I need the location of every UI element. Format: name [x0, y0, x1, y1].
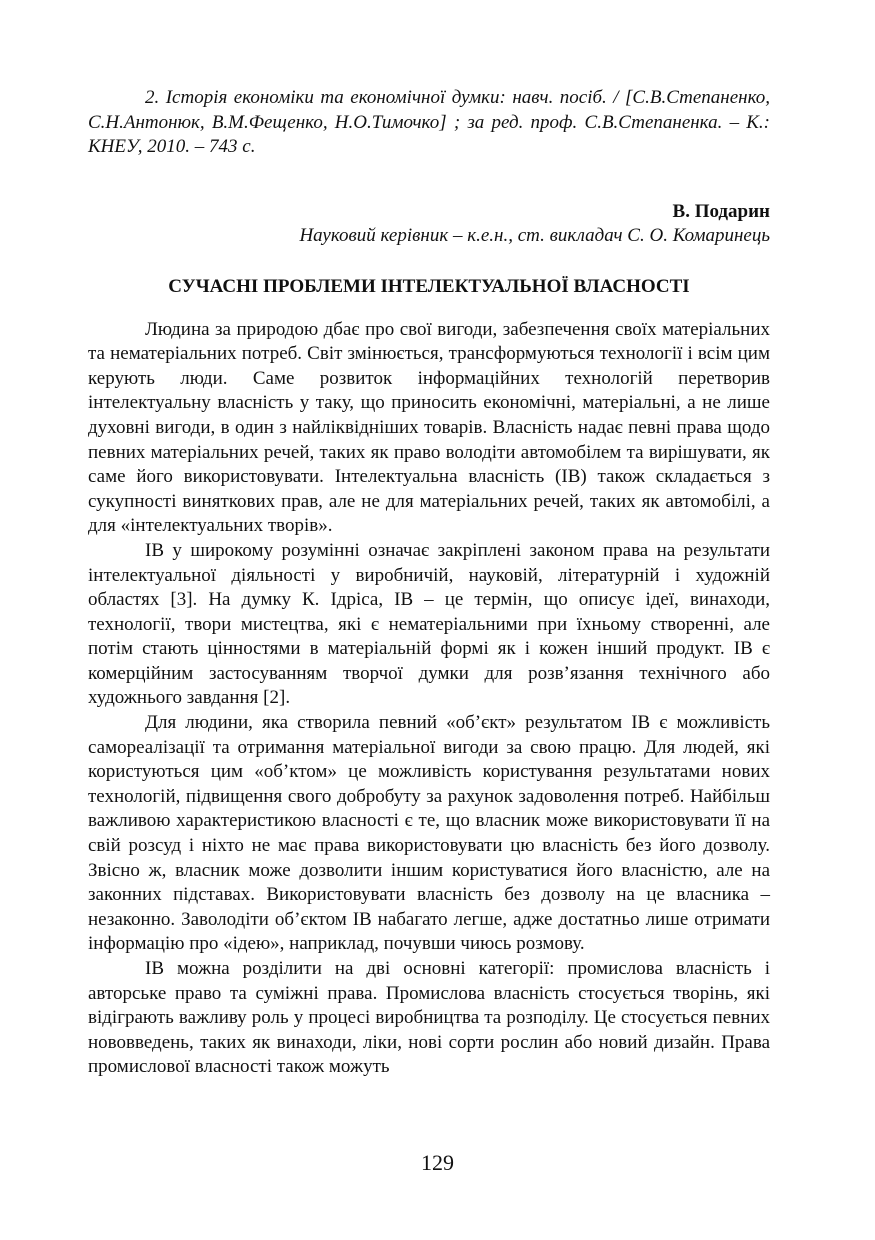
- author-name: В. Подарин: [672, 200, 770, 222]
- page-content: [88, 86, 770, 1080]
- author-block: [88, 200, 770, 249]
- page-number: 129: [421, 1150, 454, 1175]
- paragraph: Для людини, яка створила певний «об’єкт» результатом ІВ є можливість самореалізації та отримання матеріальної вигоди за свою працю. Для людей, які користуються цим «об’ктом» це можливість користування результатами нових технологій, підвищення свого добробуту за рахунок задоволення потреб. Найбільш важливою характеристикою власності є те, що власник може використовувати її на свій розсуд і ніхто не має права використовувати цю власність без його дозволу. Звісно ж, власник може дозволити іншим користуватися його власністю, але на законних підставах. Використовувати власність без дозволу на це власника – незаконно. Заволодіти об’єктом ІВ набагато легше, адже достатньо лише отримати інформацію про «ідею», наприклад, почувши чиюсь розмову.: [88, 712, 770, 955]
- paragraph: ІВ можна розділити на дві основні категорії: промислова власність і авторське право та суміжні права. Промислова власність стосується творінь, які відіграють важливу роль у процесі виробництва та розподілу. Це стосується певних нововведень, таких як винаходи, ліки, нові сорти рослин або новий дизайн. Права промислової власності також можуть: [88, 958, 770, 1078]
- article-title: СУЧАСНІ ПРОБЛЕМИ ІНТЕЛЕКТУАЛЬНОЇ ВЛАСНОСТІ: [168, 275, 690, 297]
- paragraph: ІВ у широкому розумінні означає закріплені законом права на результати інтелектуальної діяльності у виробничій, науковій, літературній і художній областях [3]. На думку К. Ідріса, ІВ – це термін, що описує ідеї, винаходи, технології, твори мистецтва, які є нематеріальними при їхньому створенні, але потім стають цінностями в матеріальній формі як і кожен інший продукт. ІВ є комерційним застосуванням творчої думки для розв’язання технічного або художнього завдання [2].: [88, 539, 770, 709]
- paragraph: Людина за природою дбає про свої вигоди, забезпечення своїх матеріальних та нематеріальних потреб. Світ змінюється, трансформуються технології і всім цим керують люди. Саме розвиток інформаційних технологій перетворив інтелектуальну власність у таку, що приносить економічні, матеріальні, а не лише духовні вигоди, в один з найліквідніших товарів. Власність надає певні права щодо певних матеріальних речей, таких як право володіти автомобілем та вирішувати, як саме його використовувати. Інтелектуальна власність (ІВ) також складається з сукупності виняткових прав, але не для матеріальних речей, таких як автомобілі, а для «інтелектуальних творів».: [88, 318, 770, 537]
- article-body: [88, 318, 770, 1080]
- reference-entry: 2. Історія економіки та економічної думки: навч. посіб. / [С.В.Степаненко, С.Н.Антонюк, В.М.Фещенко, Н.О.Тимочко] ; за ред. проф. С.В.Степаненка. – К.: КНЕУ, 2010. – 743 с.: [88, 87, 770, 158]
- scientific-supervisor: Науковий керівник – к.е.н., ст. викладач С. О. Комаринець: [299, 225, 770, 247]
